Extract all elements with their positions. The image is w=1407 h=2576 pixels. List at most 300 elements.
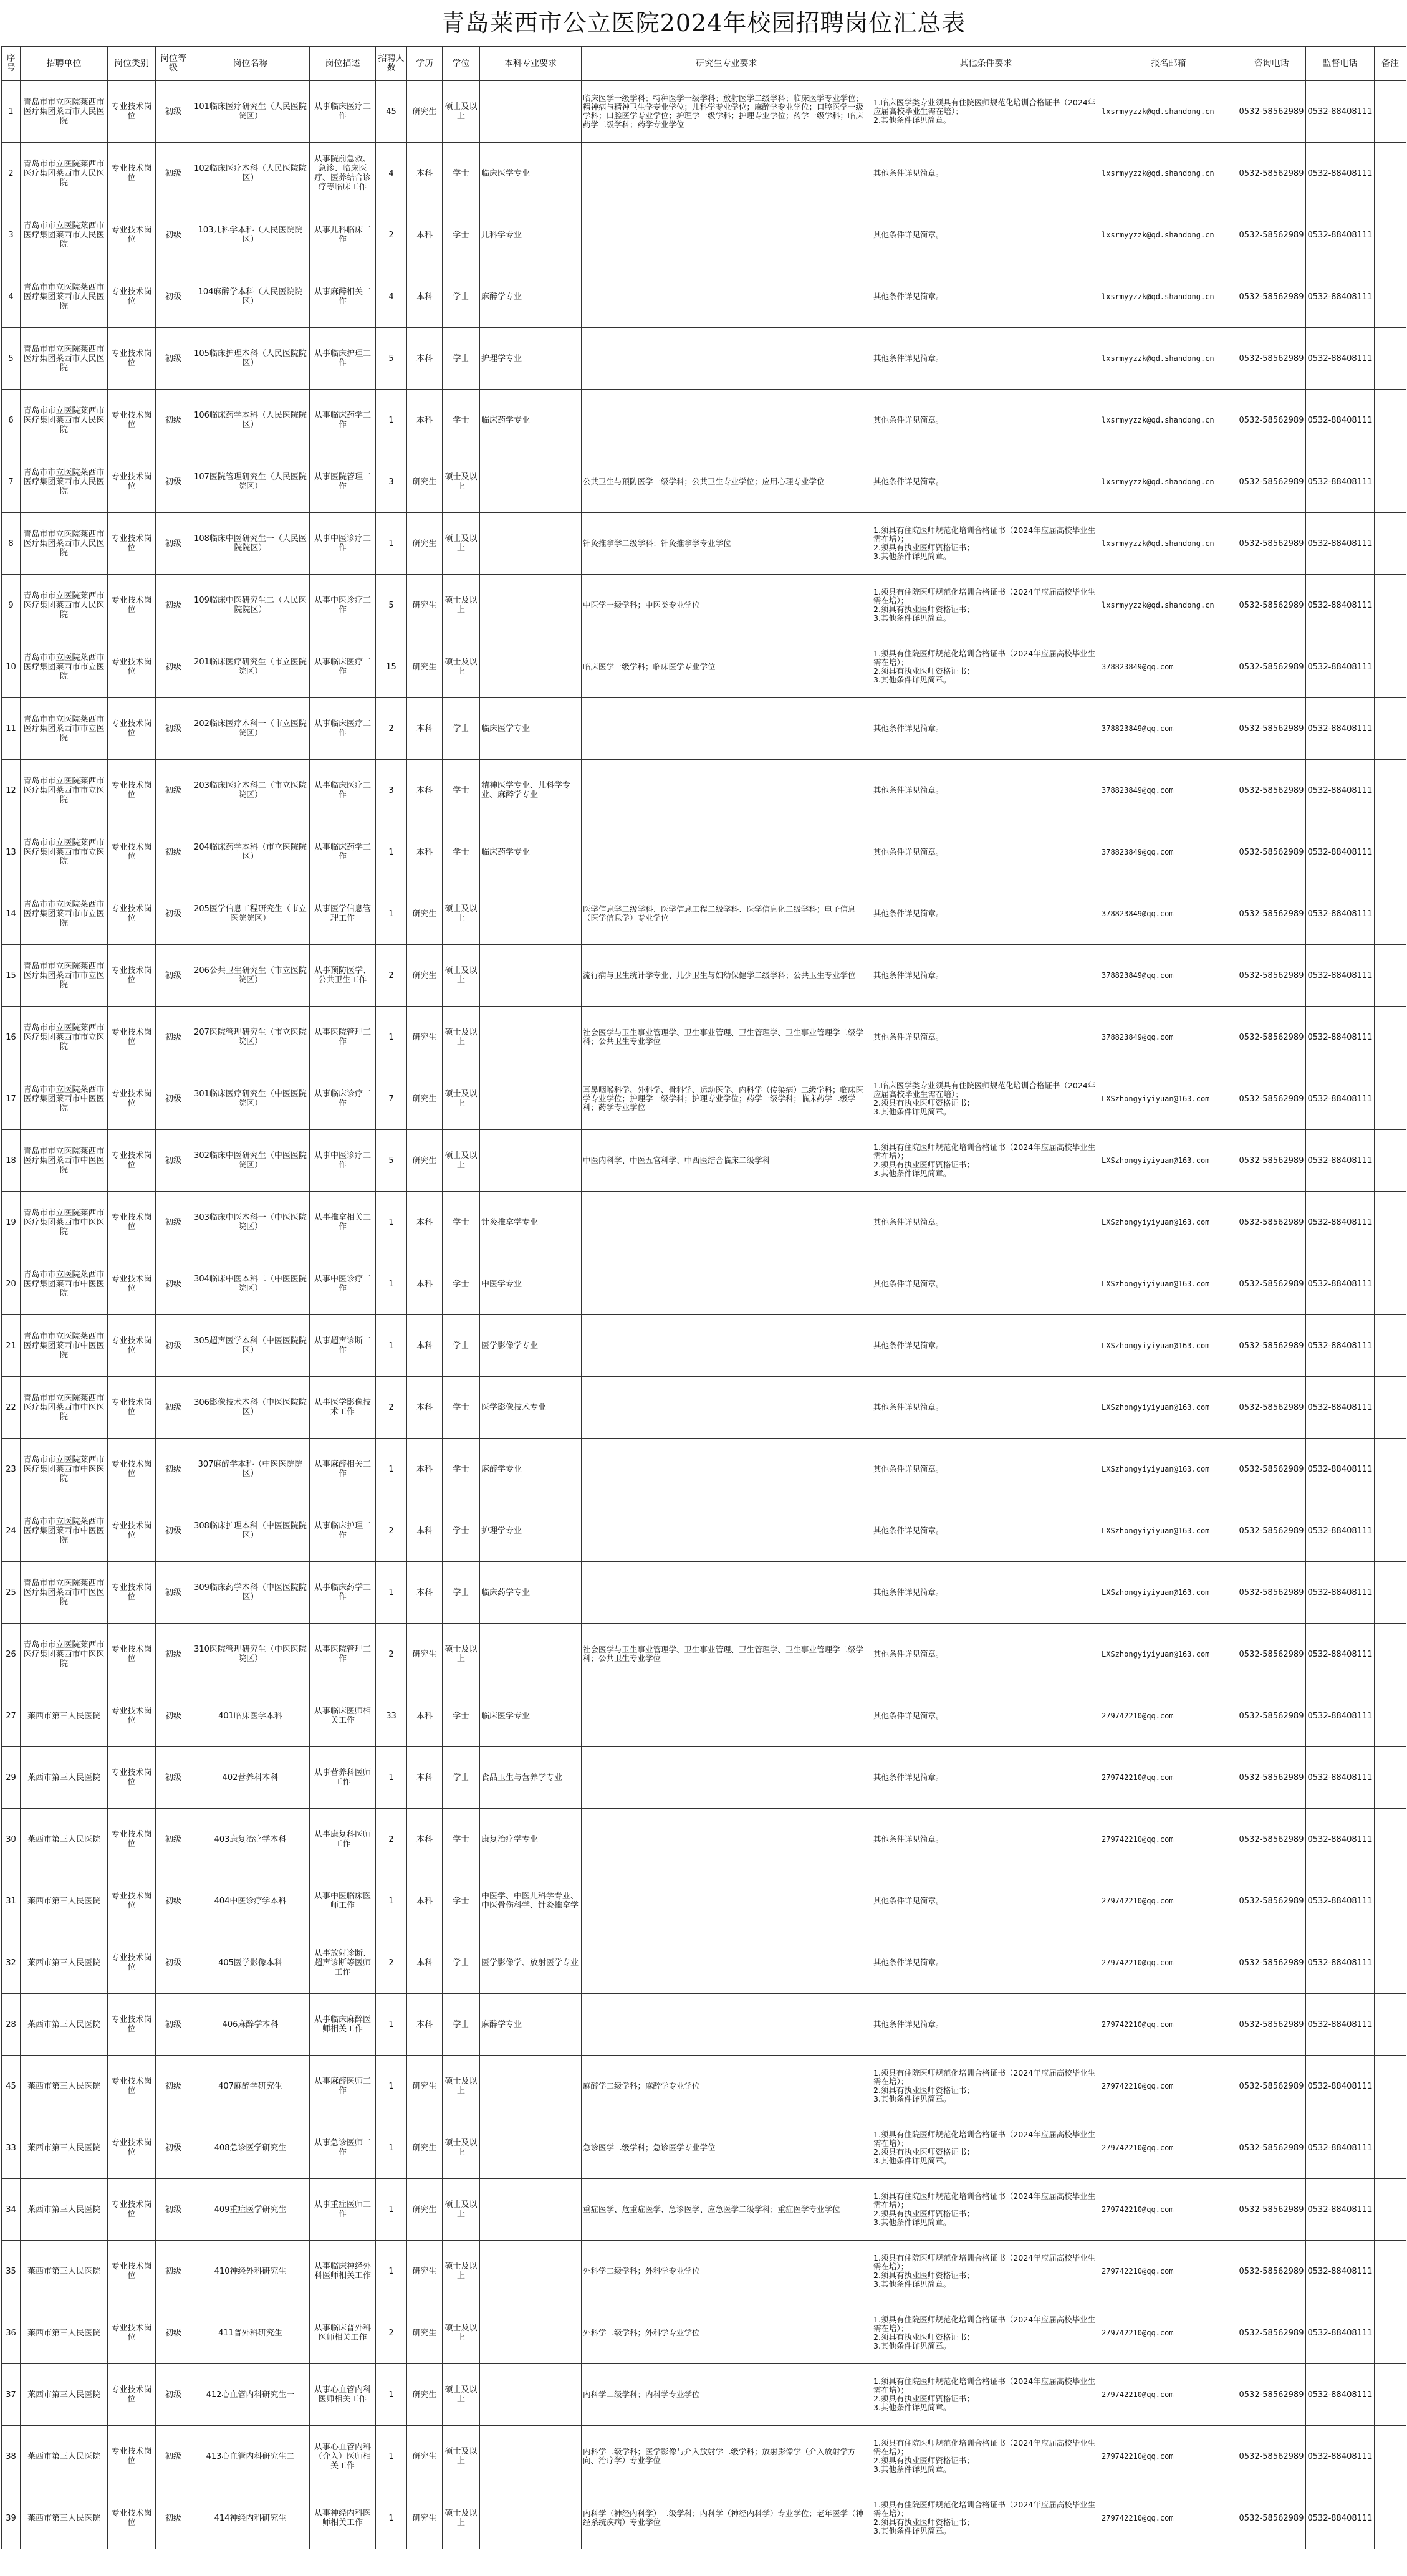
cell-supervise-phone: 0532-88408111	[1306, 945, 1375, 1007]
cell-count: 5	[376, 575, 407, 636]
cell-grad-major	[582, 821, 872, 883]
cell-other-requirements: 其他条件详见简章。	[872, 1870, 1100, 1932]
cell-degree: 学士	[443, 328, 480, 390]
cell-grad-major	[582, 1500, 872, 1562]
cell-degree: 学士	[443, 1747, 480, 1809]
cell-category: 专业技术岗位	[108, 2056, 156, 2117]
cell-email[interactable]: 279742210@qq.com	[1100, 2241, 1237, 2302]
cell-education: 研究生	[407, 2056, 443, 2117]
cell-other-requirements: 其他条件详见简章。	[872, 1439, 1100, 1500]
cell-category: 专业技术岗位	[108, 2117, 156, 2179]
cell-grad-major	[582, 760, 872, 821]
cell-remarks	[1375, 698, 1406, 760]
cell-consult-phone: 0532-58562989	[1237, 143, 1306, 204]
table-row	[2, 1500, 1406, 1562]
cell-no: 22	[2, 1377, 21, 1439]
cell-education: 本科	[407, 760, 443, 821]
cell-category: 专业技术岗位	[108, 2302, 156, 2364]
cell-grad-major: 针灸推拿学二级学科；针灸推拿学专业学位	[582, 513, 872, 575]
cell-email[interactable]: 279742210@qq.com	[1100, 1809, 1237, 1870]
cell-supervise-phone: 0532-88408111	[1306, 698, 1375, 760]
cell-supervise-phone: 0532-88408111	[1306, 1562, 1375, 1624]
cell-level: 初级	[156, 2117, 191, 2179]
cell-education: 本科	[407, 1377, 443, 1439]
cell-email[interactable]: LXSzhongyiyiyuan@163.com	[1100, 1130, 1237, 1192]
cell-supervise-phone: 0532-88408111	[1306, 1624, 1375, 1685]
cell-email[interactable]: lxsrmyyzzk@qd.shandong.cn	[1100, 143, 1237, 204]
cell-category: 专业技术岗位	[108, 1377, 156, 1439]
cell-consult-phone: 0532-58562989	[1237, 575, 1306, 636]
cell-description: 从事推拿相关工作	[310, 1192, 376, 1253]
cell-consult-phone: 0532-58562989	[1237, 1068, 1306, 1130]
cell-other-requirements: 1.须具有住院医师规范化培训合格证书（2024年应届高校毕业生需在培）； 2.须具有执业医师资格证书； 3.其他条件详见简章。	[872, 2117, 1100, 2179]
cell-post-name: 201临床医疗研究生（市立医院院区）	[191, 636, 310, 698]
header-remarks: 备注	[1375, 47, 1406, 81]
cell-no: 20	[2, 1253, 21, 1315]
cell-category: 专业技术岗位	[108, 1747, 156, 1809]
table-row	[2, 2241, 1406, 2302]
cell-no: 27	[2, 1685, 21, 1747]
cell-email[interactable]: 279742210@qq.com	[1100, 2302, 1237, 2364]
cell-no: 3	[2, 204, 21, 266]
cell-undergrad-major	[480, 2056, 582, 2117]
cell-grad-major: 社会医学与卫生事业管理学、卫生事业管理、卫生管理学、卫生事业管理学二级学科；公共卫生专业学位	[582, 1007, 872, 1068]
cell-consult-phone: 0532-58562989	[1237, 2117, 1306, 2179]
cell-no: 30	[2, 1809, 21, 1870]
cell-undergrad-major: 精神医学专业、儿科学专业、麻醉学专业	[480, 760, 582, 821]
cell-no: 25	[2, 1562, 21, 1624]
cell-email[interactable]: LXSzhongyiyiyuan@163.com	[1100, 1562, 1237, 1624]
cell-description: 从事医院管理工作	[310, 451, 376, 513]
cell-email[interactable]: LXSzhongyiyiyuan@163.com	[1100, 1315, 1237, 1377]
cell-email[interactable]: 279742210@qq.com	[1100, 1932, 1237, 1994]
cell-education: 本科	[407, 1315, 443, 1377]
cell-grad-major: 耳鼻咽喉科学、外科学、骨科学、运动医学、内科学（传染病）二级学科；临床医学专业学位；护理学一级学科；护理专业学位；药学一级学科；临床药学二级学科；药学专业学位	[582, 1068, 872, 1130]
cell-unit: 青岛市市立医院莱西市医疗集团莱西市中医医院	[21, 1315, 108, 1377]
header-grad-major: 研究生专业要求	[582, 47, 872, 81]
cell-other-requirements: 其他条件详见简章。	[872, 143, 1100, 204]
cell-other-requirements: 1.须具有住院医师规范化培训合格证书（2024年应届高校毕业生需在培）； 2.须具有执业医师资格证书； 3.其他条件详见简章。	[872, 2487, 1100, 2549]
cell-email[interactable]: 378823849@qq.com	[1100, 760, 1237, 821]
cell-count: 1	[376, 883, 407, 945]
cell-other-requirements: 其他条件详见简章。	[872, 883, 1100, 945]
cell-remarks	[1375, 390, 1406, 451]
cell-description: 从事临床药学工作	[310, 821, 376, 883]
cell-email[interactable]: LXSzhongyiyiyuan@163.com	[1100, 1500, 1237, 1562]
cell-other-requirements: 其他条件详见简章。	[872, 1624, 1100, 1685]
cell-consult-phone: 0532-58562989	[1237, 2179, 1306, 2241]
cell-email[interactable]: 279742210@qq.com	[1100, 1870, 1237, 1932]
cell-education: 研究生	[407, 1624, 443, 1685]
cell-degree: 硕士及以上	[443, 2364, 480, 2426]
cell-other-requirements: 其他条件详见简章。	[872, 390, 1100, 451]
table-row	[2, 1994, 1406, 2056]
cell-remarks	[1375, 1747, 1406, 1809]
cell-remarks	[1375, 2426, 1406, 2487]
cell-other-requirements: 其他条件详见简章。	[872, 1562, 1100, 1624]
cell-remarks	[1375, 1994, 1406, 2056]
cell-consult-phone: 0532-58562989	[1237, 2241, 1306, 2302]
cell-category: 专业技术岗位	[108, 1870, 156, 1932]
cell-email[interactable]: 378823849@qq.com	[1100, 698, 1237, 760]
cell-count: 4	[376, 143, 407, 204]
cell-supervise-phone: 0532-88408111	[1306, 2241, 1375, 2302]
cell-email[interactable]: 279742210@qq.com	[1100, 2364, 1237, 2426]
cell-description: 从事临床普外科医师相关工作	[310, 2302, 376, 2364]
cell-degree: 学士	[443, 1809, 480, 1870]
cell-category: 专业技术岗位	[108, 883, 156, 945]
cell-unit: 青岛市市立医院莱西市医疗集团莱西市人民医院	[21, 328, 108, 390]
cell-education: 研究生	[407, 2426, 443, 2487]
cell-description: 从事儿科临床工作	[310, 204, 376, 266]
cell-grad-major: 临床医学一级学科；临床医学专业学位	[582, 636, 872, 698]
cell-description: 从事临床麻醉医师相关工作	[310, 1994, 376, 2056]
header-no: 序号	[2, 47, 21, 81]
cell-post-name: 205医学信息工程研究生（市立医院院区）	[191, 883, 310, 945]
cell-unit: 莱西市第三人民医院	[21, 1932, 108, 1994]
cell-unit: 莱西市第三人民医院	[21, 2487, 108, 2549]
cell-no: 36	[2, 2302, 21, 2364]
cell-consult-phone: 0532-58562989	[1237, 1377, 1306, 1439]
cell-category: 专业技术岗位	[108, 1500, 156, 1562]
cell-grad-major: 重症医学、危重症医学、急诊医学、应急医学二级学科；重症医学专业学位	[582, 2179, 872, 2241]
cell-other-requirements: 其他条件详见简章。	[872, 1253, 1100, 1315]
cell-remarks	[1375, 760, 1406, 821]
cell-undergrad-major	[480, 883, 582, 945]
table-header-row	[2, 47, 1406, 81]
cell-education: 研究生	[407, 1068, 443, 1130]
cell-no: 14	[2, 883, 21, 945]
cell-supervise-phone: 0532-88408111	[1306, 2487, 1375, 2549]
cell-consult-phone: 0532-58562989	[1237, 1500, 1306, 1562]
cell-post-name: 412心血管内科研究生一	[191, 2364, 310, 2426]
cell-degree: 硕士及以上	[443, 945, 480, 1007]
cell-post-name: 107医院管理研究生（人民医院院区）	[191, 451, 310, 513]
cell-post-name: 306影像技术本科（中医医院院区）	[191, 1377, 310, 1439]
cell-post-name: 104麻醉学本科（人民医院院区）	[191, 266, 310, 328]
cell-no: 11	[2, 698, 21, 760]
cell-education: 研究生	[407, 2179, 443, 2241]
cell-description: 从事重症医师工作	[310, 2179, 376, 2241]
cell-email[interactable]: 378823849@qq.com	[1100, 821, 1237, 883]
cell-supervise-phone: 0532-88408111	[1306, 1377, 1375, 1439]
cell-education: 本科	[407, 1562, 443, 1624]
cell-email[interactable]: LXSzhongyiyiyuan@163.com	[1100, 1624, 1237, 1685]
cell-description: 从事麻醉医师工作	[310, 2056, 376, 2117]
cell-category: 专业技术岗位	[108, 1007, 156, 1068]
cell-grad-major	[582, 1932, 872, 1994]
cell-email[interactable]: lxsrmyyzzk@qd.shandong.cn	[1100, 451, 1237, 513]
cell-email[interactable]: lxsrmyyzzk@qd.shandong.cn	[1100, 575, 1237, 636]
cell-level: 初级	[156, 1192, 191, 1253]
cell-count: 1	[376, 1747, 407, 1809]
cell-email[interactable]: lxsrmyyzzk@qd.shandong.cn	[1100, 513, 1237, 575]
cell-no: 19	[2, 1192, 21, 1253]
cell-other-requirements: 其他条件详见简章。	[872, 821, 1100, 883]
cell-undergrad-major: 临床药学专业	[480, 390, 582, 451]
cell-remarks	[1375, 1068, 1406, 1130]
cell-category: 专业技术岗位	[108, 636, 156, 698]
cell-email[interactable]: 378823849@qq.com	[1100, 945, 1237, 1007]
cell-grad-major	[582, 1562, 872, 1624]
cell-level: 初级	[156, 143, 191, 204]
cell-consult-phone: 0532-58562989	[1237, 1562, 1306, 1624]
cell-grad-major	[582, 1377, 872, 1439]
cell-email[interactable]: 279742210@qq.com	[1100, 2426, 1237, 2487]
cell-remarks	[1375, 81, 1406, 143]
cell-supervise-phone: 0532-88408111	[1306, 1192, 1375, 1253]
cell-email[interactable]: 378823849@qq.com	[1100, 883, 1237, 945]
cell-level: 初级	[156, 1315, 191, 1377]
cell-level: 初级	[156, 390, 191, 451]
cell-grad-major	[582, 1994, 872, 2056]
cell-email[interactable]: lxsrmyyzzk@qd.shandong.cn	[1100, 266, 1237, 328]
cell-degree: 硕士及以上	[443, 883, 480, 945]
table-row	[2, 328, 1406, 390]
header-email: 报名邮箱	[1100, 47, 1237, 81]
cell-education: 研究生	[407, 945, 443, 1007]
cell-other-requirements: 1.临床医学类专业须具有住院医师规范化培训合格证书（2024年应届高校毕业生需在培）； 2.须具有执业医师资格证书； 3.其他条件详见简章。	[872, 1068, 1100, 1130]
cell-education: 本科	[407, 821, 443, 883]
cell-email[interactable]: 378823849@qq.com	[1100, 1007, 1237, 1068]
cell-grad-major: 临床医学一级学科；特种医学一级学科；放射医学二级学科；临床医学专业学位；精神病与精神卫生学专业学位；儿科学专业学位；麻醉学专业学位；口腔医学一级学科；口腔医学专业学位；护理学一级学科；护理专业学位；药学一级学科；临床药学二级学科；药学专业学位	[582, 81, 872, 143]
cell-consult-phone: 0532-58562989	[1237, 451, 1306, 513]
cell-no: 18	[2, 1130, 21, 1192]
table-row	[2, 513, 1406, 575]
cell-level: 初级	[156, 2056, 191, 2117]
cell-unit: 青岛市市立医院莱西市医疗集团莱西市人民医院	[21, 266, 108, 328]
cell-remarks	[1375, 451, 1406, 513]
cell-education: 研究生	[407, 81, 443, 143]
cell-supervise-phone: 0532-88408111	[1306, 390, 1375, 451]
cell-other-requirements: 其他条件详见简章。	[872, 1007, 1100, 1068]
cell-description: 从事医院管理工作	[310, 1624, 376, 1685]
cell-remarks	[1375, 1130, 1406, 1192]
cell-education: 研究生	[407, 1007, 443, 1068]
cell-undergrad-major: 临床药学专业	[480, 1562, 582, 1624]
cell-count: 1	[376, 1994, 407, 2056]
cell-category: 专业技术岗位	[108, 1994, 156, 2056]
cell-post-name: 304临床中医本科二（中医医院院区）	[191, 1253, 310, 1315]
cell-no: 8	[2, 513, 21, 575]
cell-description: 从事临床医疗工作	[310, 760, 376, 821]
cell-post-name: 303临床中医本科一（中医医院院区）	[191, 1192, 310, 1253]
cell-undergrad-major	[480, 2302, 582, 2364]
cell-other-requirements: 其他条件详见简章。	[872, 1377, 1100, 1439]
cell-grad-major: 外科学二级学科；外科学专业学位	[582, 2302, 872, 2364]
cell-degree: 硕士及以上	[443, 2302, 480, 2364]
cell-other-requirements: 其他条件详见简章。	[872, 204, 1100, 266]
cell-description: 从事临床医疗工作	[310, 698, 376, 760]
cell-education: 本科	[407, 328, 443, 390]
cell-count: 2	[376, 1932, 407, 1994]
cell-level: 初级	[156, 328, 191, 390]
cell-education: 研究生	[407, 2364, 443, 2426]
cell-post-name: 109临床中医研究生二（人民医院院区）	[191, 575, 310, 636]
cell-grad-major: 医学信息学二级学科、医学信息工程二级学科、医学信息化二级学科；电子信息（医学信息学）专业学位	[582, 883, 872, 945]
cell-post-name: 404中医诊疗学本科	[191, 1870, 310, 1932]
cell-unit: 莱西市第三人民医院	[21, 1809, 108, 1870]
cell-post-name: 408急诊医学研究生	[191, 2117, 310, 2179]
table-row	[2, 698, 1406, 760]
cell-degree: 学士	[443, 1192, 480, 1253]
cell-description: 从事中医诊疗工作	[310, 1130, 376, 1192]
cell-undergrad-major	[480, 636, 582, 698]
cell-level: 初级	[156, 2179, 191, 2241]
table-row	[2, 1809, 1406, 1870]
cell-remarks	[1375, 328, 1406, 390]
cell-grad-major: 急诊医学二级学科；急诊医学专业学位	[582, 2117, 872, 2179]
cell-supervise-phone: 0532-88408111	[1306, 143, 1375, 204]
cell-category: 专业技术岗位	[108, 1068, 156, 1130]
cell-count: 1	[376, 1192, 407, 1253]
cell-post-name: 108临床中医研究生一（人民医院院区）	[191, 513, 310, 575]
cell-grad-major	[582, 328, 872, 390]
cell-count: 1	[376, 1562, 407, 1624]
cell-remarks	[1375, 1809, 1406, 1870]
cell-post-name: 102临床医疗本科（人民医院院区）	[191, 143, 310, 204]
cell-email[interactable]: LXSzhongyiyiyuan@163.com	[1100, 1192, 1237, 1253]
cell-email[interactable]: 279742210@qq.com	[1100, 2117, 1237, 2179]
cell-other-requirements: 1.须具有住院医师规范化培训合格证书（2024年应届高校毕业生需在培）； 2.须具有执业医师资格证书； 3.其他条件详见简章。	[872, 2302, 1100, 2364]
cell-other-requirements: 其他条件详见简章。	[872, 1685, 1100, 1747]
cell-post-name: 203临床医疗本科二（市立医院院区）	[191, 760, 310, 821]
cell-count: 1	[376, 390, 407, 451]
cell-undergrad-major: 食品卫生与营养学专业	[480, 1747, 582, 1809]
cell-degree: 硕士及以上	[443, 2056, 480, 2117]
cell-email[interactable]: LXSzhongyiyiyuan@163.com	[1100, 1253, 1237, 1315]
cell-undergrad-major: 临床医学专业	[480, 1685, 582, 1747]
cell-post-name: 405医学影像本科	[191, 1932, 310, 1994]
cell-supervise-phone: 0532-88408111	[1306, 1068, 1375, 1130]
cell-education: 本科	[407, 204, 443, 266]
cell-undergrad-major	[480, 2179, 582, 2241]
table-row	[2, 636, 1406, 698]
header-undergrad-major: 本科专业要求	[480, 47, 582, 81]
cell-degree: 硕士及以上	[443, 1624, 480, 1685]
table-row	[2, 1192, 1406, 1253]
cell-supervise-phone: 0532-88408111	[1306, 883, 1375, 945]
cell-other-requirements: 其他条件详见简章。	[872, 698, 1100, 760]
cell-unit: 青岛市市立医院莱西市医疗集团莱西市人民医院	[21, 451, 108, 513]
cell-remarks	[1375, 1870, 1406, 1932]
cell-remarks	[1375, 1932, 1406, 1994]
cell-count: 1	[376, 2241, 407, 2302]
cell-email[interactable]: lxsrmyyzzk@qd.shandong.cn	[1100, 328, 1237, 390]
cell-education: 本科	[407, 1439, 443, 1500]
cell-email[interactable]: LXSzhongyiyiyuan@163.com	[1100, 1377, 1237, 1439]
cell-category: 专业技术岗位	[108, 575, 156, 636]
cell-count: 1	[376, 2179, 407, 2241]
cell-level: 初级	[156, 1253, 191, 1315]
cell-email[interactable]: 279742210@qq.com	[1100, 1994, 1237, 2056]
cell-post-name: 401临床医学本科	[191, 1685, 310, 1747]
cell-degree: 学士	[443, 266, 480, 328]
cell-post-name: 305超声医学本科（中医医院院区）	[191, 1315, 310, 1377]
cell-grad-major: 公共卫生与预防医学一级学科；公共卫生专业学位；应用心理专业学位	[582, 451, 872, 513]
cell-post-name: 403康复治疗学本科	[191, 1809, 310, 1870]
cell-no: 38	[2, 2426, 21, 2487]
header-consult-phone: 咨询电话	[1237, 47, 1306, 81]
cell-no: 34	[2, 2179, 21, 2241]
cell-post-name: 413心血管内科研究生二	[191, 2426, 310, 2487]
header-description: 岗位描述	[310, 47, 376, 81]
cell-no: 33	[2, 2117, 21, 2179]
cell-education: 研究生	[407, 2487, 443, 2549]
cell-supervise-phone: 0532-88408111	[1306, 821, 1375, 883]
cell-email[interactable]: 279742210@qq.com	[1100, 2487, 1237, 2549]
cell-category: 专业技术岗位	[108, 760, 156, 821]
cell-email[interactable]: lxsrmyyzzk@qd.shandong.cn	[1100, 204, 1237, 266]
table-row	[2, 2364, 1406, 2426]
cell-education: 研究生	[407, 2241, 443, 2302]
cell-email[interactable]: lxsrmyyzzk@qd.shandong.cn	[1100, 81, 1237, 143]
cell-grad-major	[582, 266, 872, 328]
cell-supervise-phone: 0532-88408111	[1306, 1932, 1375, 1994]
cell-other-requirements: 1.须具有住院医师规范化培训合格证书（2024年应届高校毕业生需在培）； 2.须具有执业医师资格证书； 3.其他条件详见简章。	[872, 2426, 1100, 2487]
cell-no: 7	[2, 451, 21, 513]
cell-count: 1	[376, 2426, 407, 2487]
cell-count: 1	[376, 1870, 407, 1932]
cell-email[interactable]: 279742210@qq.com	[1100, 2179, 1237, 2241]
cell-email[interactable]: LXSzhongyiyiyuan@163.com	[1100, 1439, 1237, 1500]
cell-description: 从事临床医疗工作	[310, 81, 376, 143]
cell-post-name: 407麻醉学研究生	[191, 2056, 310, 2117]
cell-consult-phone: 0532-58562989	[1237, 1994, 1306, 2056]
cell-other-requirements: 其他条件详见简章。	[872, 1809, 1100, 1870]
cell-email[interactable]: lxsrmyyzzk@qd.shandong.cn	[1100, 390, 1237, 451]
cell-grad-major	[582, 204, 872, 266]
cell-grad-major	[582, 698, 872, 760]
table-row	[2, 1439, 1406, 1500]
cell-email[interactable]: 378823849@qq.com	[1100, 636, 1237, 698]
cell-supervise-phone: 0532-88408111	[1306, 451, 1375, 513]
cell-email[interactable]: LXSzhongyiyiyuan@163.com	[1100, 1068, 1237, 1130]
cell-level: 初级	[156, 266, 191, 328]
cell-undergrad-major	[480, 945, 582, 1007]
cell-undergrad-major	[480, 451, 582, 513]
cell-description: 从事临床医疗工作	[310, 636, 376, 698]
cell-category: 专业技术岗位	[108, 1685, 156, 1747]
cell-count: 3	[376, 760, 407, 821]
cell-level: 初级	[156, 1007, 191, 1068]
cell-undergrad-major: 康复治疗学专业	[480, 1809, 582, 1870]
cell-count: 2	[376, 1809, 407, 1870]
cell-no: 32	[2, 1932, 21, 1994]
cell-supervise-phone: 0532-88408111	[1306, 1500, 1375, 1562]
cell-no: 2	[2, 143, 21, 204]
cell-undergrad-major: 儿科学专业	[480, 204, 582, 266]
table-row	[2, 2426, 1406, 2487]
cell-unit: 莱西市第三人民医院	[21, 2364, 108, 2426]
cell-education: 本科	[407, 1500, 443, 1562]
cell-description: 从事临床诊疗工作	[310, 1068, 376, 1130]
cell-email[interactable]: 279742210@qq.com	[1100, 2056, 1237, 2117]
cell-description: 从事医院管理工作	[310, 1007, 376, 1068]
header-education: 学历	[407, 47, 443, 81]
cell-level: 初级	[156, 1562, 191, 1624]
cell-level: 初级	[156, 1994, 191, 2056]
cell-level: 初级	[156, 2487, 191, 2549]
cell-degree: 学士	[443, 760, 480, 821]
cell-consult-phone: 0532-58562989	[1237, 1439, 1306, 1500]
cell-consult-phone: 0532-58562989	[1237, 821, 1306, 883]
cell-description: 从事医学信息管理工作	[310, 883, 376, 945]
cell-email[interactable]: 279742210@qq.com	[1100, 1685, 1237, 1747]
cell-category: 专业技术岗位	[108, 266, 156, 328]
cell-email[interactable]: 279742210@qq.com	[1100, 1747, 1237, 1809]
cell-unit: 莱西市第三人民医院	[21, 1685, 108, 1747]
